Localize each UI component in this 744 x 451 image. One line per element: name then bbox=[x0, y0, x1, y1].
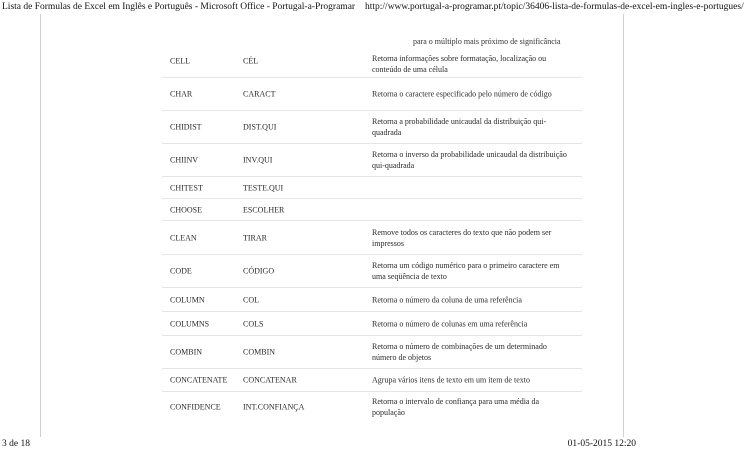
description: Retorna o caractere especificado pelo número de código bbox=[372, 89, 552, 99]
portuguese-name: INV.QUI bbox=[243, 155, 273, 165]
description: Retorna informações sobre formatação, localização ou conteúdo de uma célula bbox=[372, 54, 547, 74]
page-title: Lista de Formulas de Excel em Inglês e Português - Microsoft Office - Portugal-a-Programar bbox=[2, 2, 356, 12]
table-row bbox=[162, 287, 582, 311]
portuguese-name: TESTE.QUI bbox=[243, 183, 284, 192]
print-header bbox=[0, 0, 744, 14]
portuguese-name: COL bbox=[243, 295, 259, 304]
portuguese-name: TIRAR bbox=[243, 233, 267, 242]
table-row bbox=[162, 391, 582, 422]
table-row bbox=[162, 198, 582, 220]
print-footer bbox=[0, 437, 638, 451]
table-row bbox=[162, 254, 582, 287]
description: Retorna o número de combinações de um determinado número de objetos bbox=[372, 342, 547, 362]
portuguese-name: CARACT bbox=[243, 89, 276, 99]
portuguese-name: COMBIN bbox=[243, 347, 276, 357]
table-row bbox=[162, 45, 582, 77]
print-datetime: 01-05-2015 12:20 bbox=[567, 439, 636, 449]
table-row bbox=[162, 220, 582, 254]
portuguese-name: DIST.QUI bbox=[243, 122, 277, 132]
table-row bbox=[162, 110, 582, 143]
description: Agrupa vários itens de texto em um item de texto bbox=[372, 375, 530, 385]
english-name: COLUMNS bbox=[170, 319, 210, 328]
formula-table bbox=[162, 45, 582, 422]
english-name: CELL bbox=[170, 56, 190, 66]
portuguese-name: ESCOLHER bbox=[243, 205, 285, 214]
english-name: CHIINV bbox=[170, 155, 198, 165]
english-name: CHOOSE bbox=[170, 205, 203, 214]
table-row bbox=[162, 311, 582, 335]
english-name: CODE bbox=[170, 266, 192, 276]
intro-description: para o múltiplo mais próximo de significância bbox=[413, 37, 561, 46]
description: Retorna a probabilidade unicaudal da distribuição qui-quadrada bbox=[372, 117, 547, 137]
portuguese-name: INT.CONFIANÇA bbox=[243, 402, 305, 412]
english-name: CLEAN bbox=[170, 233, 197, 242]
description: Retorna o intervalo de confiança para uma média da população bbox=[372, 397, 540, 417]
english-name: CONFIDENCE bbox=[170, 402, 221, 412]
english-name: COMBIN bbox=[170, 347, 203, 357]
english-name: CONCATENATE bbox=[170, 375, 228, 385]
description: Retorna o número da coluna de uma referência bbox=[372, 295, 522, 304]
table-row bbox=[162, 143, 582, 176]
english-name: CHAR bbox=[170, 89, 193, 99]
table-row bbox=[162, 77, 582, 110]
portuguese-name: CÓDIGO bbox=[243, 266, 275, 276]
english-name: COLUMN bbox=[170, 295, 205, 304]
description: Remove todos os caracteres do texto que não podem ser impressos bbox=[372, 227, 552, 248]
description: Retorna um código numérico para o primeiro caractere em uma seqüência de texto bbox=[372, 261, 560, 281]
portuguese-name: CONCATENAR bbox=[243, 375, 297, 385]
english-name: CHIDIST bbox=[170, 122, 202, 132]
description: Retorna o inverso da probabilidade unicaudal da distribuição qui-quadrada bbox=[372, 150, 567, 170]
table-row bbox=[162, 368, 582, 391]
english-name: CHITEST bbox=[170, 183, 203, 192]
portuguese-name: CÉL bbox=[243, 56, 259, 66]
page-number: 3 de 18 bbox=[2, 439, 30, 449]
table-row bbox=[162, 176, 582, 198]
page-url[interactable]: http://www.portugal-a-programar.pt/topic/36406-lista-de-formulas-de-excel-em-ingles-e-portugues/ bbox=[365, 2, 744, 12]
description: Retorna o número de colunas em uma referência bbox=[372, 319, 528, 328]
portuguese-name: COLS bbox=[243, 319, 264, 328]
table-row bbox=[162, 335, 582, 368]
